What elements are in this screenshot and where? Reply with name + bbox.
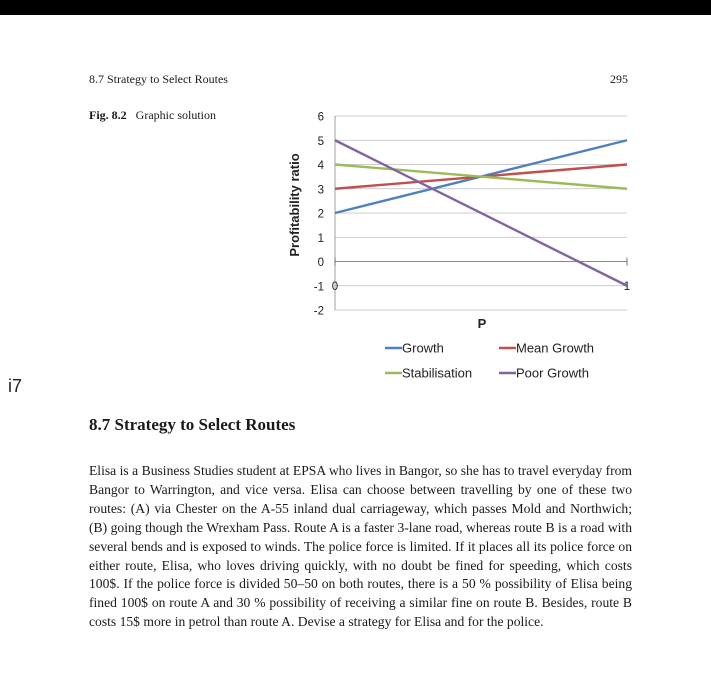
section-heading: 8.7 Strategy to Select Routes [89,415,296,434]
margin-annotation: i7 [8,376,23,396]
x-tick-label: 1 [623,280,631,293]
running-head: 8.7 Strategy to Select Routes [89,72,228,86]
y-tick-label: 4 [317,160,324,172]
figure-caption-text: Graphic solution [135,108,216,122]
y-tick-label: 5 [317,135,324,148]
y-tick-label: 3 [317,184,324,197]
chart-legend [385,341,594,381]
y-tick-label: 1 [317,232,324,245]
x-tick-labels [332,258,630,293]
y-axis-label: Profitability ratio [287,153,302,257]
x-tick-label: 0 [331,280,339,293]
legend-label: Stabilisation [402,365,473,381]
y-tick-labels [314,112,325,318]
legend-label: Poor Growth [516,365,589,381]
figure-label: Fig. 8.2 [89,108,127,122]
legend-label: Growth [402,340,444,356]
y-tick-label: -1 [313,281,324,294]
y-tick-label: 0 [317,257,324,269]
x-axis-label: P [477,316,487,331]
y-tick-label: -2 [313,305,324,318]
y-tick-label: 6 [317,111,324,124]
legend-label: Mean Growth [516,340,595,356]
y-tick-label: 2 [317,208,324,221]
body-paragraph: Elisa is a Business Studies student at EPSA who lives in Bangor, so she has to travel everyday from Bangor to Warrington, and vice versa. Elisa can choose between travelling by one of these two routes: (A) via Chester on the A-55 inland dual carriageway, which passes Mold and Northwich; (B) going though the Wrexham Pass. Route A is a faster 3-lane road, whereas route B is a road with several bends and is exposed to winds. The police force is limited. If it places all its police force on either route, Elisa, who loves driving quickly, with no doubt be fined for speeding, which costs 100$. If the police force is divided 50–50 on both routes, there is a 50 % possibility of Elisa being fined 100$ on route A and 30 % possibility of receiving a similar fine on route B. Besides, route B costs 15$ more in petrol than route A. Devise a strategy for Elisa and for the police. [89,463,632,630]
page-number: 295 [610,72,628,86]
